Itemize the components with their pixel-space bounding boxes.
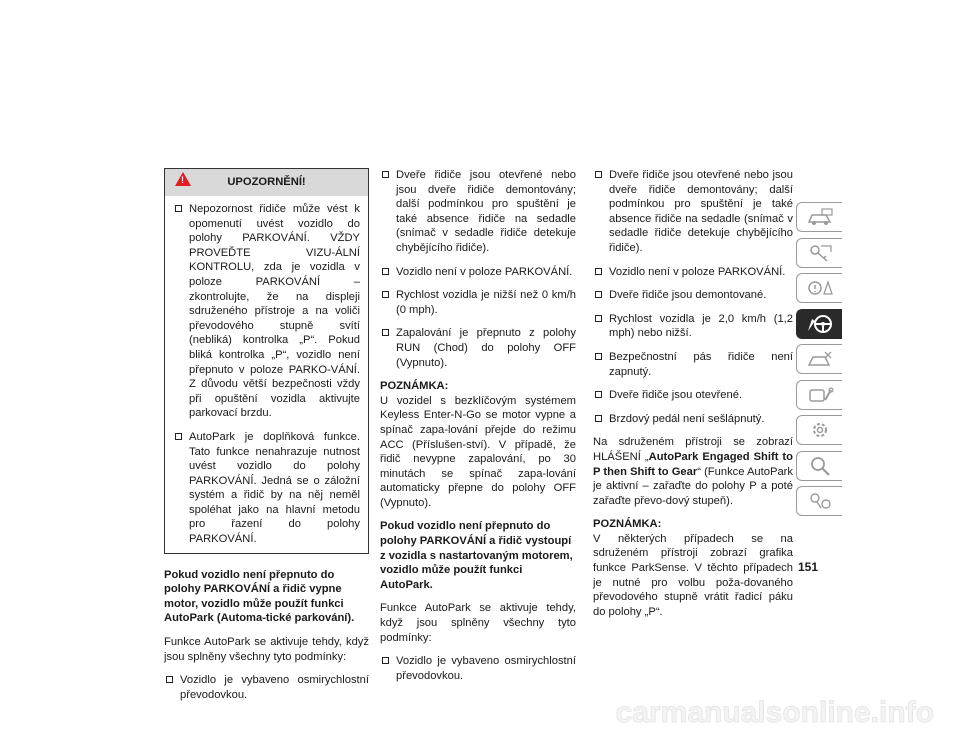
cluster-message-paragraph <box>593 435 793 508</box>
column-3 <box>593 168 793 628</box>
note-text: U vozidel s bezklíčovým systémem Keyless Enter-N-Go se motor vypne a spínač zapa-lování přejde do režimu ACC (Příslušen-ství). V případě, že řidič nevypne zapalování, po 30 minutách se spínač zapa-lování automaticky přepne do polohy OFF (Vypnuto). <box>380 394 576 509</box>
watermark-logo <box>520 692 940 732</box>
paragraph: Funkce AutoPark se aktivuje tehdy, když jsou splněny všechny tyto podmínky: <box>164 636 369 663</box>
note-label: POZNÁMKA: <box>593 518 662 531</box>
list-item: Vozidlo není v poloze PARKOVÁNÍ. <box>593 265 793 280</box>
message-text: Na sdruženém přístroji se zobrazí HLÁŠENÍ „ <box>593 436 793 463</box>
page-number: 151 <box>798 560 819 574</box>
tab-warning-lights[interactable] <box>796 273 842 303</box>
tab-service[interactable] <box>796 380 842 410</box>
settings-icon <box>805 419 835 441</box>
note-label: POZNÁMKA: <box>380 380 449 393</box>
section-heading: Pokud vozidlo není přepnuto do polohy PARKOVÁNÍ a řidič vystoupí z vozidla s nastartovaným motorem, vozidlo může použít funkci AutoPark. <box>380 520 573 591</box>
svg-text:carmanualsonline.info: carmanualsonline.info <box>615 696 934 729</box>
tab-keys[interactable] <box>796 238 842 268</box>
list-item: Dveře řidiče jsou otevřené nebo jsou dveře řidiče demontovány; další podmínkou pro spuštění je také absence řidiče na sedadle (snímač v sedadle řidiče detekuje chybějícího řidiče). <box>380 168 576 256</box>
warning-item: Nepozornost řidiče může vést k opomenutí uvést vozidlo do polohy PARKOVÁNÍ. VŽDY PROVEĎTE VIZU-ÁLNÍ KONTROLU, zda je vozidla v poloze PARKOVÁNÍ – zkontrolujte, že na displeji sdruženého přístroje a na voliči převodového stupně svítí (nebliká) kontrolka „P“. Pokud bliká kontrolka „P“, vozidlo není přepnuto v poloze PARKO-VÁNÍ. Z důvodu větší bezpečnosti vždy při opuštění vozidla aktivujte parkovací brzdu. <box>173 202 360 421</box>
paragraph: Funkce AutoPark se aktivuje tehdy, když jsou splněny všechny tyto podmínky: <box>380 602 576 644</box>
warning-item: AutoPark je doplňková funkce. Tato funkce nenahrazuje nutnost uvést vozidlo do polohy PARKOVÁNÍ. Jedná se o záložní systém a řidič by na něj neměl spoléhat jako na hlavní metodu pro řazení do polohy PARKOVÁNÍ. <box>173 430 360 547</box>
tab-dashboard[interactable] <box>796 202 842 232</box>
column-2 <box>380 168 576 692</box>
tab-index[interactable] <box>796 486 842 516</box>
steering-wheel-icon <box>805 313 835 335</box>
list-item: Vozidlo je vybaveno osmirychlostní převodovkou. <box>380 654 576 683</box>
car-dashboard-icon <box>805 206 835 228</box>
warning-header <box>165 169 368 196</box>
list-item: Dveře řidiče jsou demontované. <box>593 288 793 303</box>
tab-search[interactable] <box>796 451 842 481</box>
list-item: Vozidlo je vybaveno osmirychlostní převodovkou. <box>164 673 369 702</box>
chapter-tabs <box>796 202 842 522</box>
car-service-icon <box>805 384 835 406</box>
section-heading: Pokud vozidlo není přepnuto do polohy PARKOVÁNÍ a řidič vypne motor, vozidlo může použít funkci AutoPark (Automa-tické parkování). <box>164 568 355 625</box>
list-item: Brzdový pedál není sešlápnutý. <box>593 412 793 427</box>
list-item: Dveře řidiče jsou otevřené nebo jsou dveře řidiče demontovány; další podmínkou pro spuštění je také absence řidiče na sedadle (snímač v sedadle řidiče detekuje chybějícího řidiče). <box>593 168 793 256</box>
warning-lights-icon <box>805 277 835 299</box>
list-item: Dveře řidiče jsou otevřené. <box>593 388 793 403</box>
warning-triangle-icon: ! <box>175 172 191 186</box>
warning-title: UPOZORNĚNÍ! <box>227 176 306 188</box>
tab-starting-operating[interactable] <box>796 309 842 339</box>
car-keys-icon <box>805 242 835 264</box>
list-item: Bezpečnostní pás řidiče není zapnutý. <box>593 350 793 379</box>
car-crash-icon <box>805 348 835 370</box>
search-icon <box>805 455 835 477</box>
list-item: Vozidlo není v poloze PARKOVÁNÍ. <box>380 265 576 280</box>
message-bold: AutoPark Engaged Shift to P then Shift to Gear <box>593 450 793 478</box>
list-item: Zapalování je přepnuto z polohy RUN (Chod) do polohy OFF (Vypnuto). <box>380 326 576 370</box>
index-icon <box>805 490 835 512</box>
list-item: Rychlost vozidla je nižší než 0 km/h (0 mph). <box>380 288 576 317</box>
tab-emergency[interactable] <box>796 344 842 374</box>
list-item: Rychlost vozidla je 2,0 km/h (1,2 mph) nebo nižší. <box>593 312 793 341</box>
warning-box <box>164 168 369 554</box>
column-1 <box>164 168 369 711</box>
watermark <box>520 692 940 732</box>
tab-technical[interactable] <box>796 415 842 445</box>
message-text: “ (Funkce AutoPark je aktivní – zařaďte do polohy P a poté zařaďte převo-dový stupeň). <box>593 465 793 507</box>
note-text: V některých případech se na sdruženém přístroji zobrazí grafika funkce ParkSense. V těchto případech je nutné pro volbu poža-dovaného převodového stupně vrátit řadicí páku do polohy „P“. <box>593 532 793 618</box>
